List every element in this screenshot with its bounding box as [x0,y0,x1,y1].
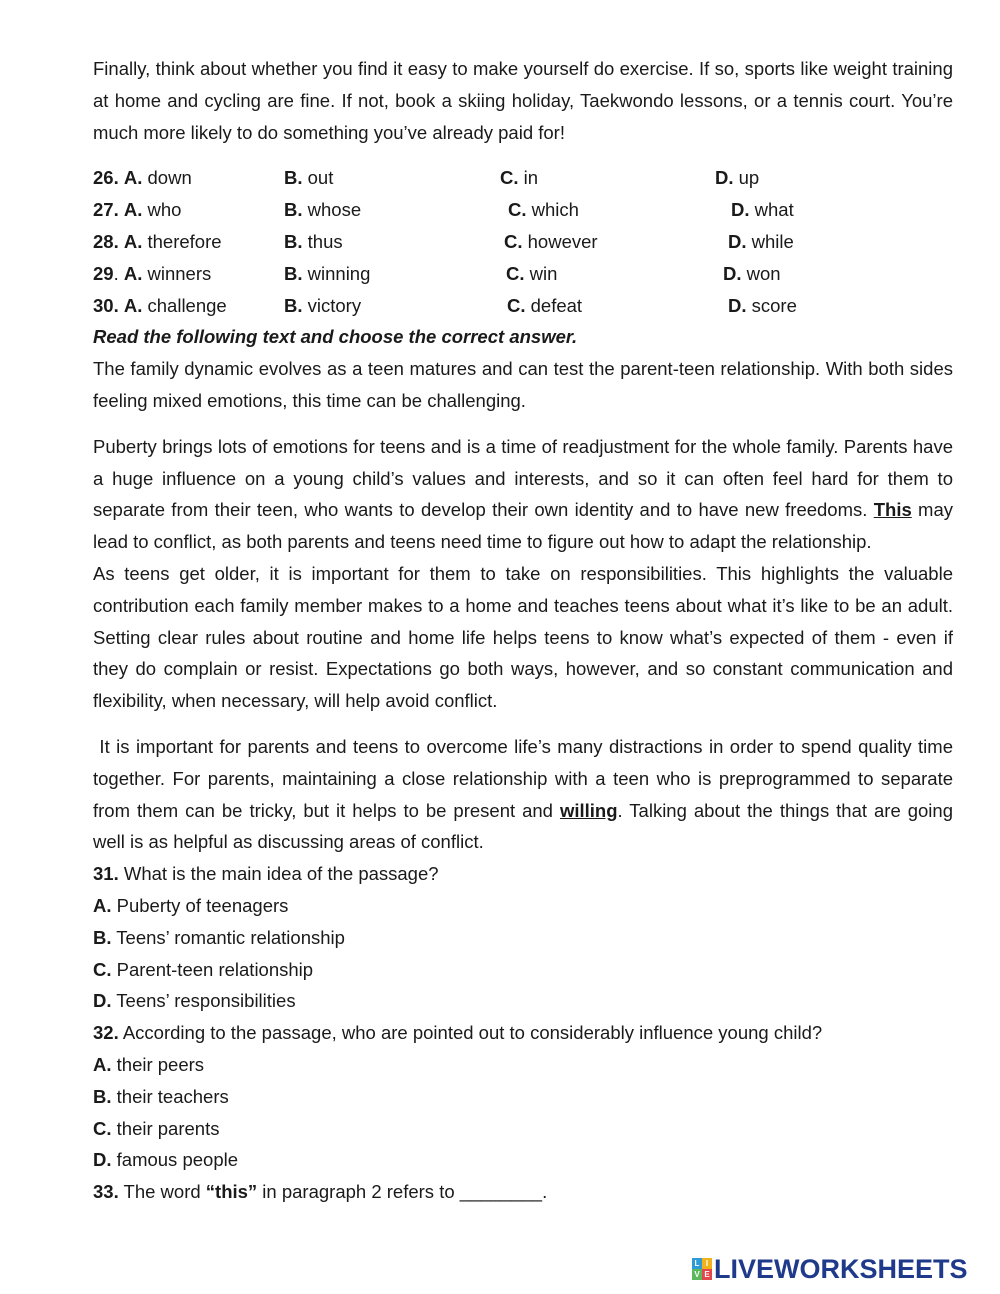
option-d[interactable]: score [751,294,797,316]
option-letter: C. [504,230,523,252]
option-c[interactable]: defeat [530,294,583,316]
option-a[interactable]: winners [147,262,212,284]
logo-mark-icon [692,1258,712,1280]
passage-paragraph-2 [93,431,953,558]
question-number: 30. [93,294,119,316]
option-text: Puberty of teenagers [111,894,289,916]
option-b[interactable]: winning [307,262,371,284]
option-a[interactable]: therefore [147,230,222,252]
option-letter: C. [500,167,519,189]
option-a[interactable]: who [147,199,182,221]
logo-text: LIVEWORKSHEETS [714,1253,968,1284]
option-letter: D. [723,262,742,284]
question-text: in paragraph 2 refers to ________. [257,1181,548,1203]
intro-paragraph: Finally, think about whether you find it easy to make yourself do exercise. If so, sports like weight training at home and cycling are fine. If not, book a skiing holiday, Taekwondo lessons, or a tennis court. You’re much more likely to do something you’ve already paid for! [93,58,953,143]
question-number: 33. [93,1181,119,1203]
option-letter: B. [93,1085,112,1107]
question-27-row [93,194,953,226]
question-number: 26. [93,167,119,189]
option-letter: C. [508,199,527,221]
logo-mark-letter: V [692,1269,702,1280]
option-text: their parents [111,1117,220,1139]
option-text: their teachers [111,1085,229,1107]
option-text: Teens’ responsibilities [111,990,296,1012]
option-d[interactable]: won [746,262,781,284]
question-text: The word [118,1181,206,1203]
option-letter: D. [731,199,750,221]
answer-option[interactable] [93,890,953,922]
reading-instruction: Read the following text and choose the correct answer. [93,326,578,348]
option-letter: C. [507,294,526,316]
option-letter: B. [284,230,303,252]
option-letter: A. [123,230,143,252]
logo-mark-letter: E [702,1269,712,1280]
option-a[interactable]: challenge [147,294,227,316]
option-b[interactable]: victory [307,294,362,316]
option-letter: D. [93,1149,112,1171]
paragraph-text: It is important for parents and teens to overcome life’s many distractions in order to spend quality time together. For parents, maintaining a close relationship with a teen who is preprogrammed to separate from them can be tricky, but it helps to be present and [93,735,953,821]
question-32 [93,1017,953,1049]
option-text: famous people [111,1149,239,1171]
option-letter: A. [123,167,143,189]
option-d[interactable]: up [738,167,760,189]
option-letter: C. [93,1117,112,1139]
question-number: 27. [93,199,119,221]
option-b[interactable]: whose [307,199,362,221]
worksheet-page [93,53,953,1208]
highlighted-word-this: This [873,499,912,521]
option-text: Parent-teen relationship [111,958,314,980]
liveworksheets-logo[interactable] [692,1252,968,1286]
question-28-row [93,226,953,258]
question-text: According to the passage, who are pointed out to considerably influence young child? [118,1022,823,1044]
option-letter: B. [93,926,112,948]
option-letter: D. [728,230,747,252]
option-c[interactable]: which [531,199,579,221]
paragraph-text: may lead to conflict, as both parents and teens need time to figure out how to adapt the relationship. [93,499,954,553]
option-letter: D. [715,167,734,189]
highlighted-word-willing: willing [559,799,618,821]
option-d[interactable]: while [751,230,794,252]
answer-option[interactable] [93,1144,953,1176]
cloze-options-grid [93,162,953,321]
option-letter: A. [93,894,112,916]
option-letter: C. [93,958,112,980]
option-d[interactable]: what [754,199,794,221]
question-text: What is the main idea of the passage? [118,863,439,885]
logo-mark-letter: I [702,1258,712,1269]
option-letter: B. [284,167,303,189]
option-letter: A. [123,199,143,221]
option-letter: B. [284,294,303,316]
answer-option[interactable] [93,954,953,986]
answer-option[interactable] [93,1113,953,1145]
answer-option[interactable] [93,922,953,954]
passage-paragraph-4 [93,731,953,858]
option-text: Teens’ romantic relationship [111,926,345,948]
quoted-word: “this” [205,1181,258,1203]
question-number: 28. [93,230,119,252]
answer-option[interactable] [93,1049,953,1081]
option-letter: D. [728,294,747,316]
answer-option[interactable] [93,1081,953,1113]
passage-paragraph-3: As teens get older, it is important for them to take on responsibilities. This highlights the valuable contribution each family member makes to a home and teaches teens about what it’s like to be an adult. Setting clear rules about routine and home life helps teens to know what’s expected of them - even if they do complain or resist. Expectations go both ways, however, and so constant communication and flexibility, when necessary, will help avoid conflict. [93,562,953,712]
question-number: 29 [93,262,114,284]
option-letter: C. [506,262,525,284]
logo-mark-letter: L [692,1258,702,1269]
option-letter: D. [93,990,112,1012]
question-number: 32. [93,1022,119,1044]
option-b[interactable]: out [307,167,334,189]
option-letter: A. [123,294,143,316]
option-text: their peers [111,1053,205,1075]
paragraph-text: . Talking about the things that are going well is as helpful as discussing areas of conflict. [93,799,953,853]
question-26-row [93,162,953,194]
option-c[interactable]: win [529,262,558,284]
passage-paragraph-1: The family dynamic evolves as a teen matures and can test the parent-teen relationship. With both sides feeling mixed emotions, this time can be challenging. [93,358,953,411]
option-letter: A. [123,262,143,284]
paragraph-text: Puberty brings lots of emotions for teens and is a time of readjustment for the whole family. Parents have a huge influence on a young child’s values and interests, and so it can often feel hard for them to separate from their teen, who wants to develop their own identity and to have new freedoms. [93,435,953,521]
option-c[interactable]: in [523,167,539,189]
question-29-row: 29. A. winners B. winning C. win D. won [93,262,781,284]
question-31 [93,858,953,890]
option-c[interactable]: however [527,230,598,252]
option-letter: A. [93,1053,112,1075]
question-30-row [93,290,953,322]
option-b[interactable]: thus [307,230,343,252]
question-33 [93,1176,953,1208]
option-letter: B. [284,262,303,284]
option-a[interactable]: down [147,167,192,189]
answer-option[interactable] [93,985,953,1017]
question-number: 31. [93,863,119,885]
option-letter: B. [284,199,303,221]
